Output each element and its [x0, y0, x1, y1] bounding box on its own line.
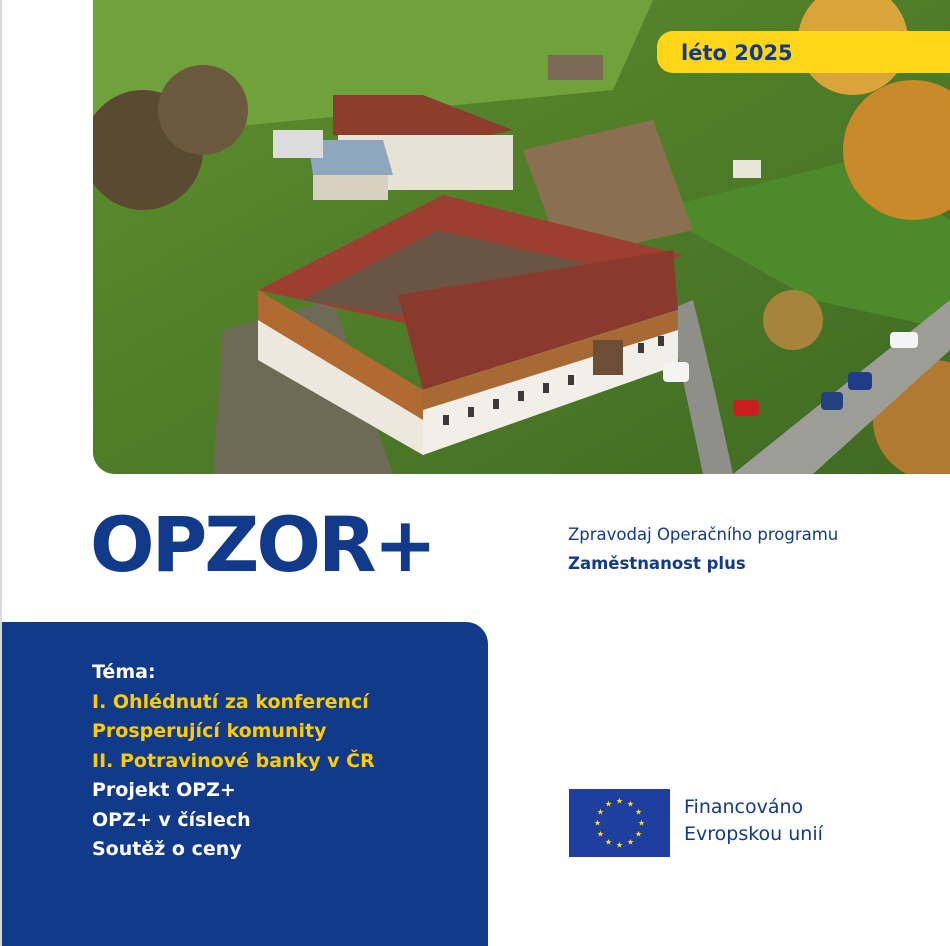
- topic-item: OPZ+ v číslech: [92, 808, 251, 831]
- eu-funding-line-1: Financováno: [684, 796, 804, 818]
- topic-item: Projekt OPZ+: [92, 779, 236, 801]
- season-label: léto 2025: [657, 31, 950, 73]
- newsletter-subtitle: [568, 520, 838, 578]
- topics-panel: [2, 622, 488, 946]
- eu-funding-label: [684, 794, 823, 848]
- topic-item: Soutěž o ceny: [92, 838, 242, 860]
- topic-item: Prosperující komunity: [92, 720, 327, 742]
- subtitle-line-2: Zaměstnanost plus: [568, 554, 746, 573]
- newsletter-logo: OPZOR+: [90, 500, 435, 589]
- topics-heading: Téma:: [92, 661, 156, 683]
- subtitle-line-1: Zpravodaj Operačního programu: [568, 525, 839, 544]
- topic-item: II. Potravinové banky v ČR: [92, 749, 375, 772]
- eu-funding-line-2: Evropskou unií: [684, 823, 823, 845]
- eu-flag-icon: [569, 789, 670, 857]
- topics-list: [92, 658, 375, 865]
- topic-item: I. Ohlédnutí za konferencí: [92, 690, 369, 713]
